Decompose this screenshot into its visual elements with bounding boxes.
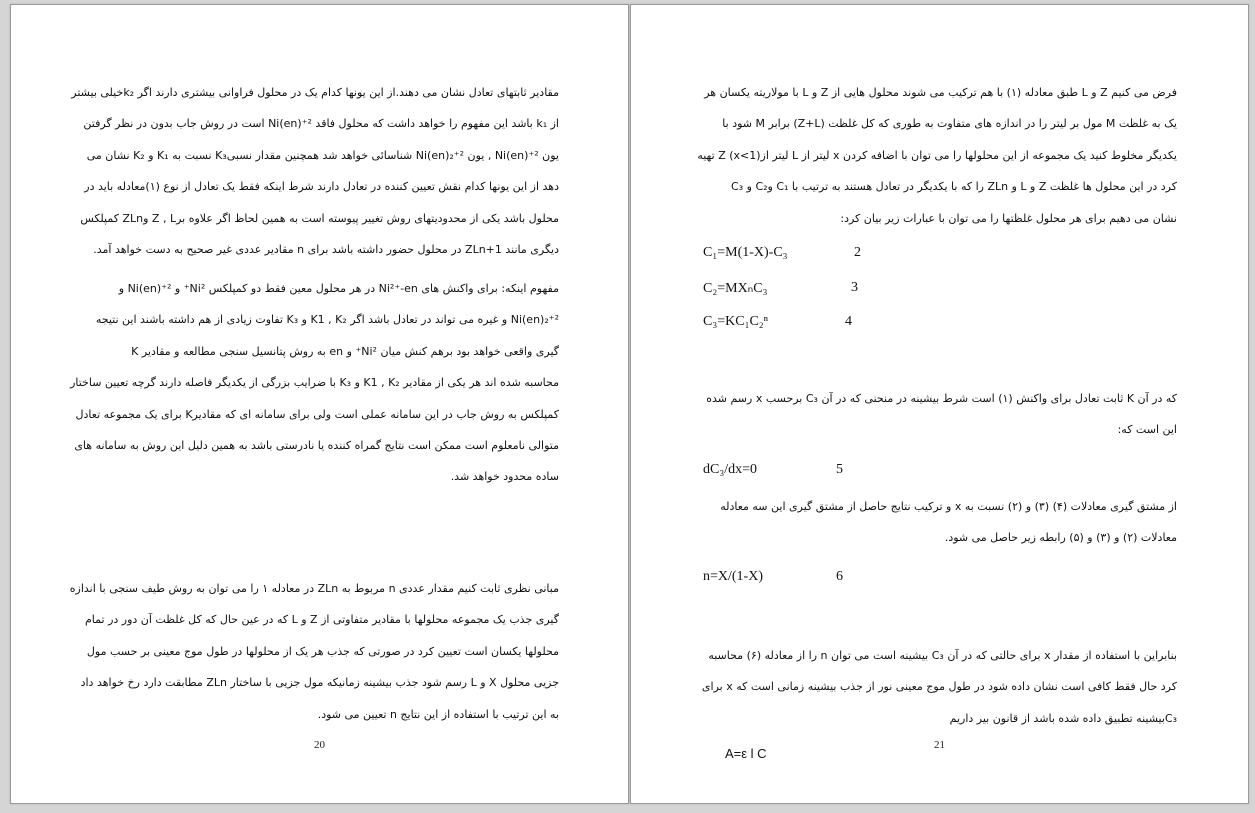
equation-number: 6 — [836, 569, 843, 584]
text-line: کرد حال فقط کافی است نشان داده شود در طول موج معینی نور از جذب بیشینه زمانی است که x برای — [701, 680, 1177, 694]
text-line: ساده محدود خواهد شد. — [450, 470, 559, 484]
text-line: نشان می دهیم برای هر محلول غلظتها را می توان با عبارات زیر بیان کرد: — [840, 211, 1177, 225]
text-line: یون ²⁺Ni(en) , یون ²⁺Ni(en)₂ شناسائی خواهد شد همچنین مقدار نسبیK₃ نسبت به K₁ و K₂ نشان می — [86, 148, 559, 162]
equation-4: C₃=KC₁C₂ⁿ — [703, 314, 769, 329]
left-paragraph-1 — [71, 77, 559, 265]
text-line: کمپلکس به روش جاب در این سامانه عملی است ولی برای سامانه ای که مقادیرK برای یک مجموعه تعادل — [75, 407, 559, 421]
right-paragraph-4 — [703, 640, 1177, 734]
text-line: بنابراین با استفاده از مقدار x برای حالتی که در آن C₃ بیشینه است می توان n را از معادله (۶) محاسبه — [708, 649, 1177, 662]
equation-number: 2 — [854, 245, 861, 260]
right-paragraph-2 — [703, 383, 1177, 446]
text-line: که در آن K ثابت تعادل برای واکنش (۱) است شرط بیشینه در منحنی که در آن C₃ برحسب x رسم شده — [706, 392, 1177, 405]
text-line: مقادیر ثابتهای تعادل نشان می دهند.از این یونها کدام یک در محلول فراوانی بیشتری دارند اگر k₂خیلی بیشتر — [71, 86, 559, 99]
text-line: گیری واقعی خواهد بود برهم کنش میان Ni²⁺ و en به روش پتانسیل سنجی مطالعه و مقادیر K — [131, 344, 559, 358]
text-line: گیری جذب یک مجموعه محلولها با مقادیر متفاوتی از Z و L که در عین حال که کل غلظت آن دور در تمام — [85, 613, 559, 627]
text-line: از مشتق گیری معادلات (۴) (۳) و (۲) نسبت به x و ترکیب نتایج حاصل از مشتق گیری این سه معادله — [720, 500, 1177, 513]
equation-2: C₁=M(1-X)-C₃ — [703, 245, 788, 260]
page-21 — [630, 4, 1249, 804]
text-line: مفهوم اینکه: برای واکنش های Ni²⁺-en در هر محلول معین فقط دو کمپلکس Ni²⁺ و ²⁺Ni(en) و — [118, 282, 559, 295]
equation-3: C₂=MXₙC₃ — [703, 281, 768, 296]
equation-6: n=X/(1-X) — [703, 569, 763, 584]
text-line: محاسبه شده اند هر یکی از مقادیر K1 , K₂ و K₃ با ضرایب بزرگی از یکدیگر فاصله دارند گرچه تعیین ساختار — [70, 376, 559, 390]
page-number: 20 — [314, 739, 325, 751]
right-paragraph-3 — [703, 491, 1177, 554]
text-line: به این ترتیب با استفاده از این نتایج n تعیین می شود. — [317, 707, 559, 721]
text-line: معادلات (۲) و (۳) و (۵) رابطه زیر حاصل می شود. — [944, 531, 1177, 545]
left-paragraph-3 — [69, 573, 559, 730]
left-paragraph-2 — [70, 273, 559, 493]
text-line: این است که: — [1117, 423, 1177, 437]
equation-5: dC₃/dx=0 — [703, 462, 758, 477]
text-line: مبانی نظری ثابت کنیم مقدار عددی n مربوط به ZLn در معادله ۱ را می توان به روش طیف سنجی با اندازه — [69, 582, 559, 595]
text-line: فرض می کنیم Z و L طبق معادله (۱) با هم ترکیب می شوند محلول هایی از Z و L با مولاریته یکسان هر — [704, 86, 1177, 99]
text-line: دهد از این یونها کدام نقش تعیین کننده در تعادل دارند شرط اینکه فقط یک تعادل از نوع (۱)معادله باید در — [84, 180, 559, 194]
text-line: یک به غلظت M مول بر لیتر را در اندازه های متفاوت به طوری که کل غلظت (Z+L) برابر M شود با — [722, 117, 1177, 131]
text-line: محلول باشد یکی از محدودیتهای روش تغییر پیوسته است به همین لحاظ اگر علاوه برZ , L وZLn کمپلکس — [80, 211, 559, 225]
page-20 — [10, 4, 629, 804]
text-line: محلولها یکسان است تعیین کرد در صورتی که جذب هر یک از محلولها در طول موج معینی بر حسب مول — [86, 644, 559, 658]
text-line: متوالی نامعلوم است ممکن است نتایج گمراه کننده یا نادرستی باشد به همین دلیل این روش به سامانه های — [74, 438, 559, 452]
text-line: جزیی محلول X و L رسم شود جذب بیشینه زمانیکه مول جزیی با ساختار ZLn مطابقت دارد رخ خواهد داد — [80, 676, 559, 690]
text-line: C₃بیشینه تطبیق داده شده باشد از قانون بیر داریم — [949, 711, 1177, 725]
equation-number: 3 — [851, 280, 858, 295]
right-paragraph-1 — [697, 77, 1177, 234]
text-line: یکدیگر مخلوط کنید یک مجموعه از این محلولها را می توان با اضافه کردن x لیتر از L لیتر ازZ (x<1) تهیه — [697, 148, 1177, 162]
text-line: کرد در این محلول ها غلظت Z و L و ZLn را که با یکدیگر در تعادل هستند به ترتیب با C₁ وC₂ و C₃ — [731, 180, 1177, 194]
page-number: 21 — [934, 739, 945, 751]
equation-number: 4 — [845, 314, 852, 329]
equation-number: 5 — [836, 462, 843, 477]
text-line: دیگری مانند ZLn+1 در محلول حضور داشته باشد برای n مقادیر عددی غیر صحیح به دست خواهد آمد. — [93, 242, 559, 256]
beer-law-equation: A=ε l C — [725, 746, 767, 761]
text-line: از k₁ باشد این مفهوم را خواهد داشت که محلول فاقد ²⁺Ni(en) است در روش جاب بدون در نظر گرفتن — [83, 117, 559, 131]
text-line: ²⁺Ni(en)₂ و غیره می تواند در تعادل باشد اگر K1 , K₂ و K₃ تفاوت زیادی از هم داشته باشند این نتیجه — [95, 313, 559, 327]
